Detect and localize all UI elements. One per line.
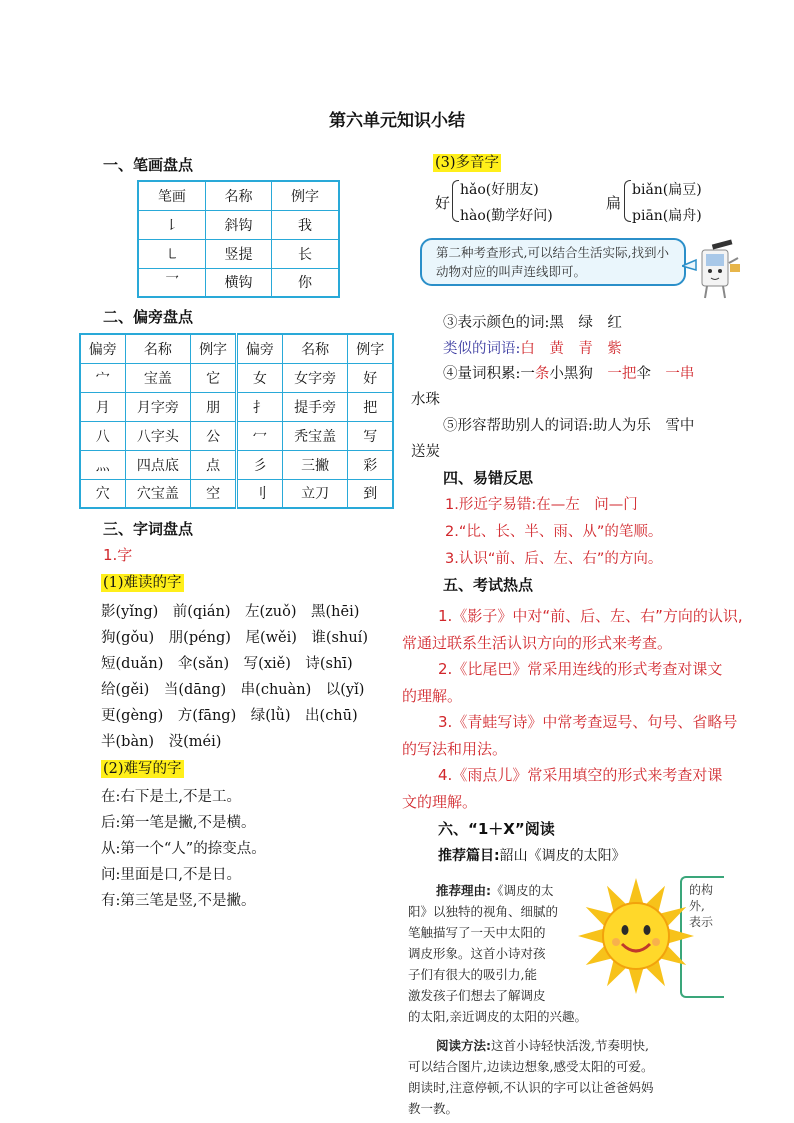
sub-heading-characters: 1.字 <box>103 546 133 564</box>
colors-line: ③表示颜色的词:黑 绿 红 <box>443 315 622 331</box>
table-cell: 宝盖 <box>125 363 191 392</box>
table-cell: ㇄ <box>138 239 205 268</box>
table-cell: 宀 <box>80 363 125 392</box>
table-cell: 三撇 <box>282 450 348 479</box>
recommend-value: 韶山《调皮的太阳》 <box>499 848 626 864</box>
section5-heading: 五、考试热点 <box>443 576 534 594</box>
table-cell: 八字头 <box>125 421 191 450</box>
table-cell: 写 <box>348 421 393 450</box>
exam-list <box>402 603 752 815</box>
hao-char: 好 <box>435 194 451 212</box>
book-mascot-icon <box>682 238 742 304</box>
section3-heading: 三、字词盘点 <box>103 520 194 538</box>
table-cell: 四点底 <box>125 450 191 479</box>
table-cell: 秃宝盖 <box>282 421 348 450</box>
measure-word: 伞 <box>636 366 666 382</box>
table-header: 例字 <box>272 181 339 210</box>
table-cell: 月 <box>80 392 125 421</box>
write-line: 从:第一个“人”的捺变点。 <box>101 841 266 857</box>
exam-item-cont: 文的理解。 <box>402 792 478 811</box>
table-cell: 彡 <box>236 450 282 479</box>
sun-illustration-icon <box>576 876 696 996</box>
section2-heading: 二、偏旁盘点 <box>103 308 194 326</box>
measure-word: 条 <box>534 366 550 382</box>
table-cell: 斜钩 <box>205 210 271 239</box>
pinyin-line: 半(bàn) 没(méi) <box>101 734 222 750</box>
pinyin-line: 短(duǎn) 伞(sǎn) 写(xiě) 诗(shī) <box>101 656 353 672</box>
error-item: 2.“比、长、半、雨、从”的笔顺。 <box>445 524 663 540</box>
measure-prefix: ④量词积累: <box>443 366 521 382</box>
measure-word: 一 <box>520 366 535 382</box>
hard-write-label: (2)难写的字 <box>103 761 182 777</box>
pinyin-line: 更(gèng) 方(fāng) 绿(lǜ) 出(chū) <box>101 708 358 724</box>
table-cell: 立刀 <box>282 479 348 508</box>
pinyin-list <box>101 599 397 755</box>
measure-line <box>443 361 694 387</box>
table-cell: 月字旁 <box>125 392 191 421</box>
table-cell: 提手旁 <box>282 392 348 421</box>
exam-item: 3.《青蛙写诗》中常考查逗号、句号、省略号 <box>438 713 738 731</box>
side-box: 的构 外, 表示 <box>680 876 724 998</box>
table-cell: 点 <box>191 450 237 479</box>
table-cell: ㇙ <box>138 210 205 239</box>
write-line: 有:第三笔是竖,不是撇。 <box>101 893 256 909</box>
table-cell: 乛 <box>138 268 205 297</box>
recommend-line <box>438 845 626 865</box>
tip-bubble: 第二种考查形式,可以结合生活实际,找到小动物对应的叫声连线即可。 <box>420 238 686 286</box>
table-cell: 彩 <box>348 450 393 479</box>
table-cell: 刂 <box>236 479 282 508</box>
hao-reading-2: hào(勤学好问) <box>460 208 553 224</box>
table-cell: 灬 <box>80 450 125 479</box>
brace <box>452 180 459 222</box>
pinyin-line: 狗(gǒu) 朋(péng) 尾(wěi) 谁(shuí) <box>101 630 368 646</box>
bian-reading-1: biǎn(扁豆) <box>632 182 702 198</box>
table-cell: 竖提 <box>205 239 271 268</box>
table-cell: 穴宝盖 <box>125 479 191 508</box>
hao-reading-1: hǎo(好朋友) <box>460 182 539 198</box>
radical-table <box>79 333 394 509</box>
pinyin-line: 给(gěi) 当(dāng) 串(chuàn) 以(yǐ) <box>101 682 365 698</box>
table-cell: 好 <box>348 363 393 392</box>
table-cell: 冖 <box>236 421 282 450</box>
exam-item-cont: 的理解。 <box>402 686 463 705</box>
measure-word: 小黑狗 <box>549 366 608 382</box>
table-cell: 八 <box>80 421 125 450</box>
table-cell: 朋 <box>191 392 237 421</box>
table-cell: 到 <box>348 479 393 508</box>
table-header: 例字 <box>191 334 237 363</box>
recommend-label: 推荐篇目: <box>438 848 500 864</box>
measure-word: 一把 <box>607 366 637 382</box>
section6-heading: 六、“1＋X”阅读 <box>438 820 555 838</box>
table-header: 偏旁 <box>80 334 125 363</box>
write-line: 问:里面是口,不是日。 <box>101 867 241 883</box>
measure-word: 一串 <box>665 366 695 382</box>
reason-label: 推荐理由: <box>436 883 491 898</box>
method-label: 阅读方法: <box>436 1038 491 1053</box>
table-header: 例字 <box>348 334 393 363</box>
polyphone-label: (3)多音字 <box>435 155 500 171</box>
table-header: 名称 <box>205 181 271 210</box>
reason-block: 推荐理由:《调皮的太 阳》以独特的视角、细腻的 笔触描写了一天中太阳的 调皮形象。这首小诗对孩 子们有很大的吸引力,能 激发孩子们想去了解调皮 的太阳,亲近调皮的太阳的兴趣。 <box>408 883 587 1024</box>
stroke-table <box>137 180 340 298</box>
write-line: 在:右下是土,不是工。 <box>101 789 241 805</box>
error-item: 1.形近字易错:在—左 问—门 <box>445 497 638 513</box>
table-cell: 我 <box>272 210 339 239</box>
table-cell: 女 <box>236 363 282 392</box>
exam-item-cont: 常通过联系生活认识方向的形式来考查。 <box>402 633 673 652</box>
pinyin-line: 影(yǐng) 前(qián) 左(zuǒ) 黑(hēi) <box>101 604 360 620</box>
exam-item: 4.《雨点儿》常采用填空的形式来考查对课 <box>438 766 723 784</box>
table-cell: 横钩 <box>205 268 271 297</box>
table-header: 偏旁 <box>236 334 282 363</box>
table-cell: 长 <box>272 239 339 268</box>
help-line-1: ⑤形容帮助别人的词语:助人为乐 雪中 <box>443 418 695 434</box>
table-cell: 把 <box>348 392 393 421</box>
exam-item-cont: 的写法和用法。 <box>402 739 508 758</box>
section4-heading: 四、易错反思 <box>443 469 534 487</box>
bian-char: 扁 <box>606 194 622 212</box>
write-list <box>101 784 266 914</box>
hard-read-label: (1)难读的字 <box>103 575 182 591</box>
similar-prefix: 类似的词语: <box>443 341 521 357</box>
table-cell: 女字旁 <box>282 363 348 392</box>
table-cell: 公 <box>191 421 237 450</box>
brace <box>624 180 631 222</box>
measure-tail: 水珠 <box>411 392 440 408</box>
table-cell: 你 <box>272 268 339 297</box>
exam-item: 2.《比尾巴》常采用连线的形式考查对课文 <box>438 660 723 678</box>
table-cell: 它 <box>191 363 237 392</box>
similar-words-line <box>443 336 622 362</box>
table-header: 名称 <box>282 334 348 363</box>
exam-item: 1.《影子》中对“前、后、左、右”方向的认识, <box>438 607 743 625</box>
table-cell: 扌 <box>236 392 282 421</box>
help-line-2: 送炭 <box>411 444 440 460</box>
page-title: 第六单元知识小结 <box>329 111 465 131</box>
table-cell: 穴 <box>80 479 125 508</box>
section1-heading: 一、笔画盘点 <box>103 156 194 174</box>
table-header: 笔画 <box>138 181 205 210</box>
table-cell: 空 <box>191 479 237 508</box>
table-header: 名称 <box>125 334 191 363</box>
error-list <box>445 492 662 573</box>
similar-words: 白 黄 青 紫 <box>520 341 622 357</box>
error-item: 3.认识“前、后、左、右”的方向。 <box>445 551 663 567</box>
write-line: 后:第一笔是撇,不是横。 <box>101 815 256 831</box>
method-block: 阅读方法:这首小诗轻快活泼,节奏明快, 可以结合图片,边读边想象,感受太阳的可爱。 朗读时,注意停顿,不认识的字可以让爸爸妈妈 教一教。 <box>408 1038 654 1116</box>
bian-reading-2: piān(扁舟) <box>632 208 702 224</box>
